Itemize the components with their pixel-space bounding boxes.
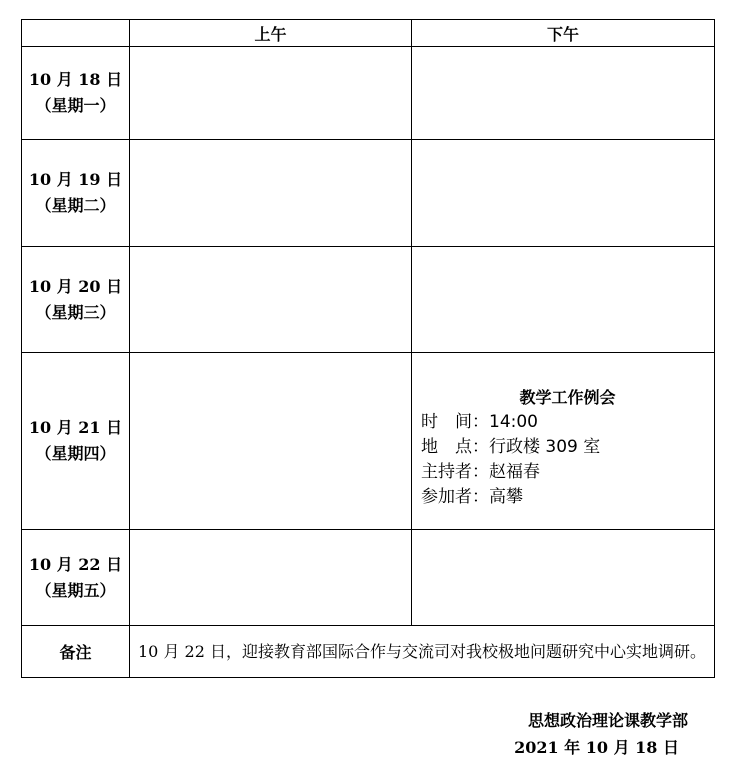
afternoon-cell — [412, 530, 715, 626]
date-cell — [22, 353, 130, 530]
header-blank-cell — [22, 20, 130, 47]
remarks-text: 10 月 22 日，迎接教育部国际合作与交流司对我校极地问题研究中心实地调研。 — [130, 626, 715, 678]
weekly-schedule-table — [21, 19, 715, 678]
afternoon-cell — [412, 47, 715, 140]
date-text: 10 月 18 日 — [28, 70, 123, 89]
remarks-label: 备注 — [22, 626, 130, 678]
morning-cell — [130, 47, 412, 140]
day-row-wed — [22, 247, 715, 353]
date-cell — [22, 47, 130, 140]
day-row-fri — [22, 530, 715, 626]
event-place: 地 点：行政楼 309 室 — [421, 437, 601, 457]
day-row-thu — [22, 353, 715, 530]
header-morning: 上午 — [130, 20, 412, 47]
weekday-text: （星期一） — [35, 96, 116, 115]
morning-cell — [130, 140, 412, 247]
header-row — [22, 20, 715, 47]
weekday-text: （星期三） — [35, 302, 116, 322]
date-cell — [22, 530, 130, 626]
footer-date: 2021 年 10 月 18 日 — [514, 738, 679, 757]
remarks-row — [22, 626, 715, 678]
header-afternoon: 下午 — [412, 20, 715, 47]
date-text: 10 月 22 日 — [28, 554, 123, 574]
morning-cell — [130, 353, 412, 530]
morning-cell — [130, 247, 412, 353]
weekday-text: （星期四） — [35, 444, 116, 463]
afternoon-event-cell — [412, 353, 715, 530]
date-cell — [22, 140, 130, 247]
morning-cell — [130, 530, 412, 626]
weekday-text: （星期二） — [35, 196, 116, 215]
date-cell — [22, 247, 130, 353]
day-row-mon — [22, 47, 715, 140]
date-text: 10 月 19 日 — [28, 170, 123, 189]
footer-department: 思想政治理论课教学部 — [527, 711, 688, 730]
day-row-tue — [22, 140, 715, 247]
event-title: 教学工作例会 — [519, 388, 616, 407]
event-attendee: 参加者：高攀 — [421, 487, 523, 507]
date-text: 10 月 20 日 — [28, 276, 123, 296]
event-host: 主持者：赵福春 — [421, 462, 540, 482]
date-text: 10 月 21 日 — [28, 418, 123, 437]
afternoon-cell — [412, 247, 715, 353]
weekday-text: （星期五） — [35, 580, 116, 600]
event-time: 时 间：14:00 — [421, 412, 538, 432]
afternoon-cell — [412, 140, 715, 247]
